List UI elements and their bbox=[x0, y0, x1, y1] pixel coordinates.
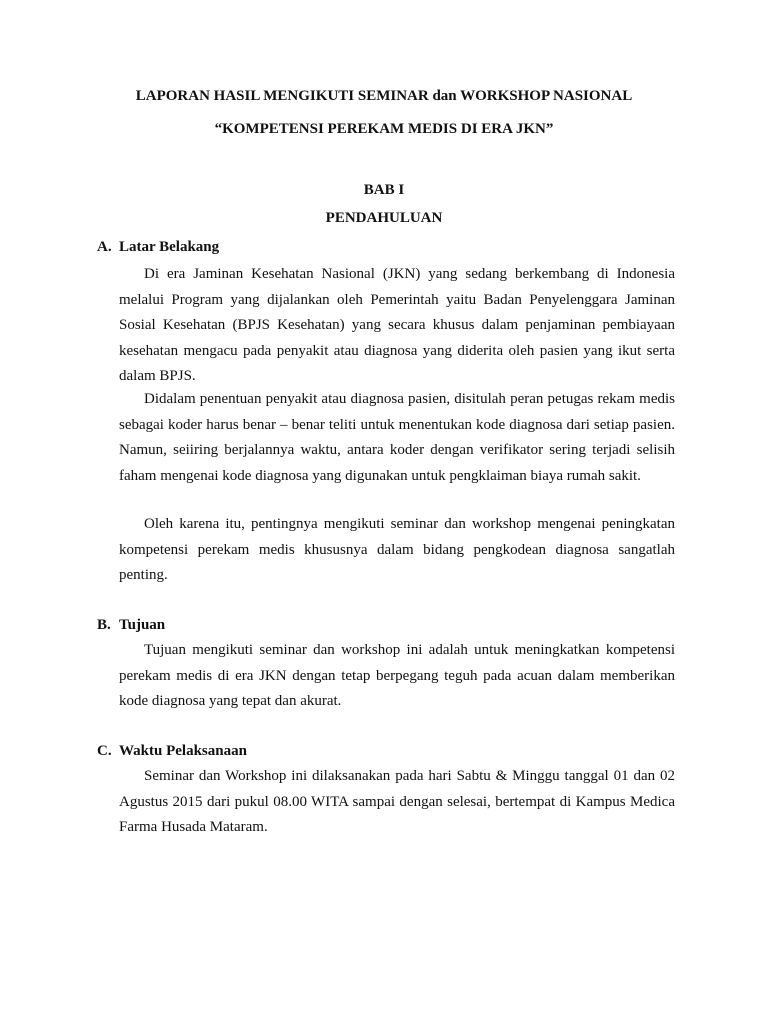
paragraph-tujuan: Tujuan mengikuti seminar dan workshop ini adalah untuk meningkatkan kompetensi perekam medis di era JKN dengan tetap berpegang teguh pada acuan dalam memberikan kode diagnosa yang tepat dan akurat. bbox=[119, 642, 675, 710]
section-letter: A. bbox=[97, 239, 112, 255]
paragraph-latar-belakang-3: Oleh karena itu, pentingnya mengikuti seminar dan workshop mengenai peningkatan kompetensi perekam medis khususnya dalam bidang pengkodean diagnosa sangatlah penting. bbox=[119, 516, 675, 584]
paragraph-latar-belakang-2: Didalam penentuan penyakit atau diagnosa pasien, disitulah peran petugas rekam medis sebagai koder harus benar – benar teliti untuk menentukan kode diagnosa dari setiap pasien. Namun, seiiring berjalannya waktu, antara koder dengan verifikator sering terjadi selisih faham mengenai kode diagnosa yang digunakan untuk pengklaiman biaya rumah sakit. bbox=[119, 391, 675, 484]
report-title: LAPORAN HASIL MENGIKUTI SEMINAR dan WORKSHOP NASIONAL bbox=[135, 88, 633, 104]
paragraph-waktu-pelaksanaan: Seminar dan Workshop ini dilaksanakan pada hari Sabtu & Minggu tanggal 01 dan 02 Agustus 2015 dari pukul 08.00 WITA sampai dengan selesai, bertempat di Kampus Medica Farma Husada Mataram. bbox=[119, 768, 675, 836]
section-title: Tujuan bbox=[119, 617, 166, 633]
section-heading-waktu-pelaksanaan bbox=[97, 741, 247, 761]
section-heading-tujuan bbox=[97, 615, 165, 635]
section-title: Latar Belakang bbox=[119, 239, 220, 255]
section-letter: C. bbox=[97, 743, 112, 759]
chapter-number: BAB I bbox=[363, 182, 405, 198]
section-heading-latar-belakang bbox=[97, 237, 219, 257]
section-title: Waktu Pelaksanaan bbox=[119, 743, 247, 759]
chapter-title: PENDAHULUAN bbox=[325, 210, 443, 226]
report-subtitle: “KOMPETENSI PEREKAM MEDIS DI ERA JKN” bbox=[214, 121, 554, 137]
paragraph-latar-belakang-1: Di era Jaminan Kesehatan Nasional (JKN) yang sedang berkembang di Indonesia melalui Program yang dijalankan oleh Pemerintah yaitu Badan Penyelenggara Jaminan Sosial Kesehatan (BPJS Kesehatan) yang secara khusus dalam penjaminan pembiayaan kesehatan mengacu pada penyakit atau diagnosa yang diderita oleh pasien yang ikut serta dalam BPJS. bbox=[119, 266, 675, 385]
section-letter: B. bbox=[97, 617, 111, 633]
